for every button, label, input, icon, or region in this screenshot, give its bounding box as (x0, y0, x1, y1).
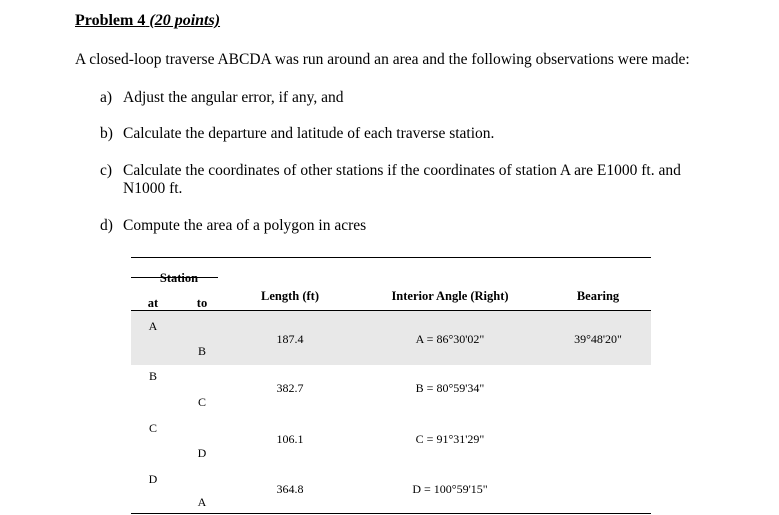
cell-length: 364.8 (276, 482, 304, 496)
cell-to: C (197, 395, 207, 409)
traverse-table (131, 257, 651, 515)
header-at: at (147, 296, 159, 310)
table-top-rule (131, 257, 651, 258)
cell-at: D (148, 472, 158, 486)
question-text: Adjust the angular error, if any, and (123, 89, 344, 106)
question-text: Calculate the coordinates of other stations if the coordinates of station A are E1000 ft. and (123, 162, 681, 179)
question-text: Calculate the departure and latitude of each traverse station. (123, 125, 495, 142)
problem-intro: A closed-loop traverse ABCDA was run around an area and the following observations were made: (75, 51, 690, 68)
problem-title (75, 12, 220, 30)
header-bearing: Bearing (576, 289, 620, 303)
header-rule (131, 310, 651, 311)
cell-at: A (148, 319, 158, 333)
problem-number: Problem 4 (75, 12, 146, 29)
cell-to: B (197, 344, 207, 358)
question-text: Compute the area of a polygon in acres (123, 217, 367, 234)
cell-at: B (148, 369, 158, 383)
question-label: a) (100, 89, 113, 106)
cell-angle: C = 91°31'29" (415, 432, 485, 446)
cell-to: D (197, 446, 207, 460)
header-to: to (196, 296, 208, 310)
question-label: d) (100, 217, 113, 234)
question-label: c) (100, 162, 113, 179)
cell-length: 382.7 (276, 381, 304, 395)
cell-at: C (148, 421, 158, 435)
header-length: Length (ft) (261, 289, 319, 303)
cell-bearing: 39°48'20" (574, 332, 622, 346)
cell-angle: D = 100°59'15" (412, 482, 488, 496)
cell-angle: A = 86°30'02" (415, 332, 485, 346)
question-label: b) (100, 125, 113, 142)
header-angle: Interior Angle (Right) (391, 289, 509, 303)
question-text-continued: N1000 ft. (123, 180, 183, 197)
cell-angle: B = 80°59'34" (415, 381, 485, 395)
problem-points: (20 points) (149, 12, 221, 29)
cell-length: 187.4 (276, 332, 304, 346)
row-shade (131, 311, 651, 365)
header-station: Station (159, 271, 199, 285)
cell-to: A (197, 495, 207, 509)
cell-length: 106.1 (276, 432, 304, 446)
